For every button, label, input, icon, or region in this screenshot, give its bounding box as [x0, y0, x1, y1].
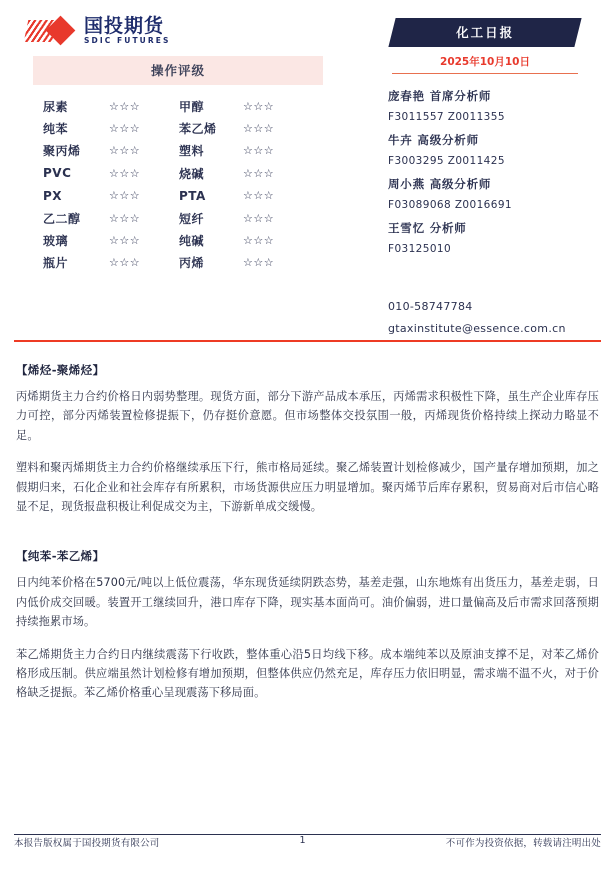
- rating-stars-right: ☆☆☆: [243, 211, 275, 225]
- footer-page-number: 1: [299, 835, 306, 846]
- report-title-text: 化工日报: [456, 25, 515, 40]
- rating-stars-right: ☆☆☆: [243, 256, 275, 270]
- rating-row: [33, 207, 323, 229]
- rating-row: [33, 185, 323, 207]
- section-title: 【烯烃-聚烯烃】: [16, 363, 105, 377]
- rating-product-left: PVC: [43, 166, 72, 181]
- rating-stars-left: ☆☆☆: [109, 256, 141, 270]
- rating-product-right: 纯碱: [179, 234, 205, 249]
- rating-stars-left: ☆☆☆: [109, 166, 141, 180]
- analyst-name: 王雪忆 分析师: [388, 221, 467, 235]
- section-paragraph: 塑料和聚丙烯期货主力合约价格继续承压下行，熊市格局延续。聚乙烯装置计划检修减少，国产量存增加预期，加之假期归来，石化企业和社会库存有所累积，市场货源供应压力明显增加。聚丙烯节后库存累积，贸易商对后市信心略显不足，现货报盘积极让利促成交为主，下游新单成交缓慢。: [16, 461, 599, 514]
- logo-name-cn: 国投期货: [84, 15, 165, 38]
- rating-stars-right: ☆☆☆: [243, 122, 275, 136]
- footer-disclaimer: 不可作为投资依据，转载请注明出处: [445, 838, 601, 849]
- footer-row: [14, 835, 601, 854]
- section-paragraph: 苯乙烯期货主力合约日内继续震荡下行收跌，整体重心沿5日均线下移。成本端纯苯以及原油支撑不足，对苯乙烯价格形成压制。供应端虽然计划检修有增加预期，但整体供应仍然充足，库存压力依旧明显，需求端不温不火，对于价格缺乏提振。苯乙烯价格重心呈现震荡下移局面。: [16, 647, 599, 700]
- rating-stars-right: ☆☆☆: [243, 166, 275, 180]
- rating-product-left: 纯苯: [43, 122, 69, 137]
- rating-product-right: 塑料: [179, 144, 205, 159]
- contact-email[interactable]: gtaxinstitute@essence.com.cn: [388, 322, 566, 335]
- rating-table: [33, 56, 323, 274]
- company-logo: [26, 16, 170, 46]
- rating-product-left: 乙二醇: [43, 211, 81, 226]
- rating-row: [33, 140, 323, 162]
- rating-stars-left: ☆☆☆: [109, 99, 141, 113]
- rating-stars-left: ☆☆☆: [109, 189, 141, 203]
- rating-product-right: 烧碱: [179, 166, 205, 181]
- rating-table-title: 操作评级: [33, 56, 323, 85]
- rating-stars-right: ☆☆☆: [243, 189, 275, 203]
- rating-product-right: PTA: [179, 188, 206, 203]
- section-paragraph: 日内纯苯价格在5700元/吨以上低位震荡，华东现货延续阴跌态势，基差走强，山东地炼有出货压力，基差走弱，日内低价成交回暖。装置开工继续回升，港口库存下降，现实基本面尚可。油价偏弱，进口量偏高及后市需求回落预期持续拖累市场。: [16, 576, 599, 629]
- analyst-license-code: F03089068 Z0016691: [388, 199, 512, 211]
- analyst-list: [388, 88, 603, 255]
- analyst-license-code: F3003295 Z0011425: [388, 155, 505, 167]
- rating-row: [33, 95, 323, 117]
- report-body: [16, 362, 599, 716]
- rating-product-right: 苯乙烯: [179, 122, 217, 137]
- rating-stars-left: ☆☆☆: [109, 234, 141, 248]
- analyst-license-code: F3011557 Z0011355: [388, 111, 505, 123]
- logo-name-en: SDIC FUTURES: [84, 36, 171, 46]
- footer-copyright: 本报告版权属于国投期货有限公司: [14, 838, 160, 849]
- rating-stars-left: ☆☆☆: [109, 144, 141, 158]
- rating-table-body: [33, 95, 323, 274]
- rating-product-right: 甲醇: [179, 99, 205, 114]
- contact-block: [388, 300, 608, 344]
- rating-product-left: PX: [43, 188, 63, 203]
- logo-mark-icon: [26, 16, 78, 46]
- report-title-banner: [388, 18, 581, 47]
- logo-text: [84, 17, 170, 45]
- rating-product-right: 短纤: [179, 211, 205, 226]
- rating-row: [33, 229, 323, 251]
- analyst-name: 庞春艳 首席分析师: [388, 89, 492, 103]
- header-divider: [14, 340, 601, 342]
- contact-phone: 010-58747784: [388, 300, 473, 313]
- rating-product-left: 聚丙烯: [43, 144, 81, 159]
- rating-stars-right: ☆☆☆: [243, 144, 275, 158]
- rating-product-left: 玻璃: [43, 234, 69, 249]
- rating-product-right: 丙烯: [179, 256, 205, 271]
- rating-product-left: 瓶片: [43, 256, 69, 271]
- section-gap: [16, 529, 599, 548]
- analyst-license-code: F03125010: [388, 243, 452, 255]
- report-header: [0, 0, 615, 340]
- rating-row: [33, 252, 323, 274]
- section-title: 【纯苯-苯乙烯】: [16, 549, 105, 564]
- rating-stars-left: ☆☆☆: [109, 122, 141, 136]
- rating-product-left: 尿素: [43, 99, 69, 114]
- rating-stars-left: ☆☆☆: [109, 211, 141, 225]
- section-paragraph: 丙烯期货主力合约价格日内弱势整理。现货方面，部分下游产品成本承压，丙烯需求积极性下降，虽生产企业库存压力可控，部分丙烯装置检修提振下，仍存挺价意愿。但市场整体交投氛围一般，丙烯现货价格持续上探动力略显不足。: [16, 390, 599, 442]
- rating-row: [33, 162, 323, 184]
- analyst-name: 牛卉 高级分析师: [388, 133, 479, 147]
- footer-inner: [14, 835, 601, 858]
- report-title-block: [392, 18, 578, 74]
- rating-row: [33, 117, 323, 139]
- report-footer: [14, 834, 601, 858]
- analyst-name: 周小燕 高级分析师: [388, 177, 492, 191]
- rating-stars-right: ☆☆☆: [243, 99, 275, 113]
- rating-stars-right: ☆☆☆: [243, 234, 275, 248]
- report-date: 2025年10月10日: [392, 47, 578, 74]
